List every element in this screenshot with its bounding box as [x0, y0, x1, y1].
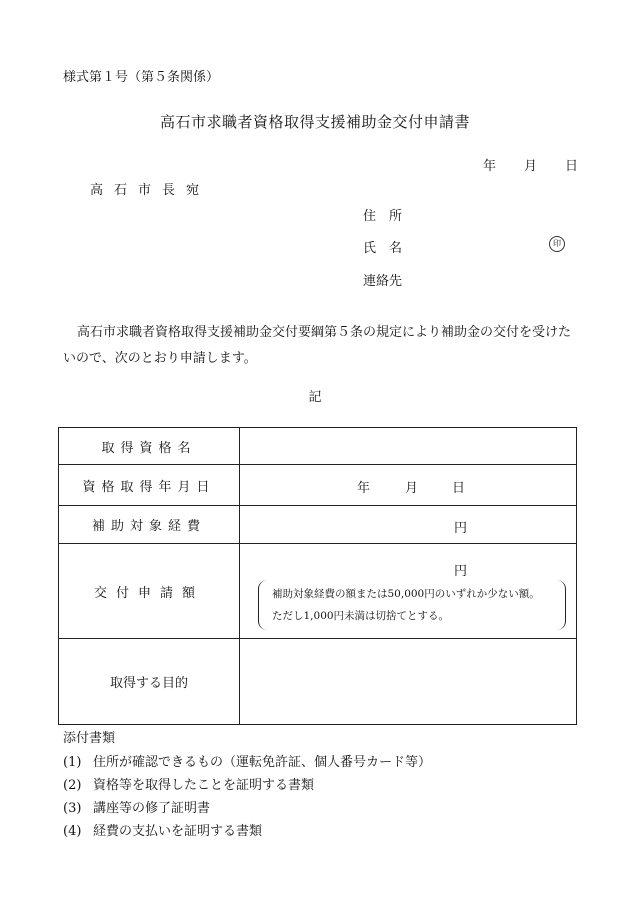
- table-day-label: 日: [452, 481, 466, 496]
- application-table: [58, 427, 577, 725]
- contact-label: 連絡先: [363, 274, 403, 289]
- list-item: (4) 経費の支払いを証明する書類: [63, 824, 263, 839]
- list-item: (2) 資格等を取得したことを証明する書類: [63, 778, 315, 793]
- table-row: [59, 465, 577, 506]
- table-month-label: 月: [405, 481, 419, 496]
- requested-amount-field[interactable]: [240, 544, 577, 639]
- yen-unit: 円: [454, 521, 468, 536]
- date-year-label: 年: [483, 159, 497, 174]
- addressee: 高石市長宛: [90, 183, 211, 198]
- qualification-name-field[interactable]: [240, 428, 577, 465]
- table-row: [59, 506, 577, 544]
- acquisition-date-field[interactable]: [240, 465, 577, 506]
- seal-mark: 印: [549, 236, 565, 252]
- form-number: 様式第１号（第５条関係）: [63, 70, 220, 85]
- qualification-name-label: 取得資格名: [59, 428, 240, 465]
- list-item: (3) 講座等の修了証明書: [63, 801, 211, 816]
- requested-amount-label: 交付申請額: [59, 544, 240, 639]
- table-row: [59, 544, 577, 639]
- acquisition-date-label: 資格取得年月日: [59, 465, 240, 506]
- address-label: 住 所: [363, 209, 403, 224]
- note-line-1: 補助対象経費の額または50,000円のいずれか少ない額。: [272, 588, 540, 600]
- list-item: (1) 住所が確認できるもの（運転免許証、個人番号カード等）: [63, 755, 432, 770]
- name-label: 氏 名: [363, 241, 403, 256]
- purpose-field[interactable]: [240, 639, 577, 725]
- attachments-title: 添付書類: [63, 731, 116, 746]
- table-row: [59, 639, 577, 725]
- table-row: [59, 428, 577, 465]
- date-month-label: 月: [524, 159, 538, 174]
- yen-unit: 円: [454, 564, 468, 579]
- date-day-label: 日: [565, 159, 579, 174]
- ki-heading: 記: [308, 390, 322, 405]
- table-year-label: 年: [357, 481, 371, 496]
- purpose-label: 取得する目的: [59, 639, 240, 725]
- note-line-2: ただし1,000円未満は切捨てとする。: [272, 610, 450, 622]
- application-statement: 高石市求職者資格取得支援補助金交付要綱第５条の規定により補助金の交付を受けたいので、次のとおり申請します。: [63, 325, 572, 366]
- note-bracket: [258, 580, 566, 630]
- page-title: 高石市求職者資格取得支援補助金交付申請書: [159, 113, 470, 131]
- eligible-expense-field[interactable]: [240, 506, 577, 544]
- eligible-expense-label: 補助対象経費: [59, 506, 240, 544]
